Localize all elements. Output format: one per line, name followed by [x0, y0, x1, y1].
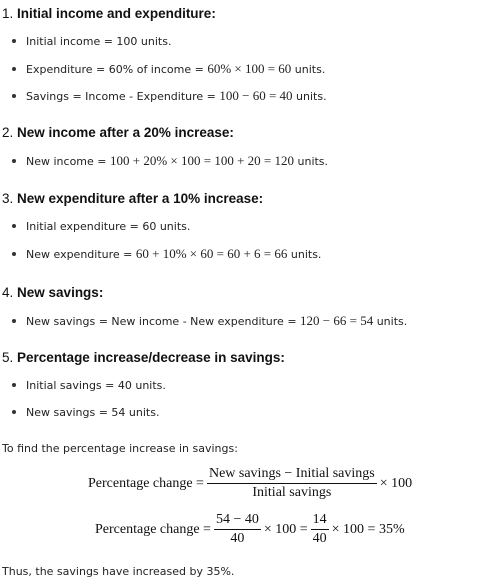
- section-2-heading: [2, 125, 234, 140]
- fraction-numerator: 54 − 40: [214, 512, 261, 530]
- bullet-dot: [12, 224, 16, 228]
- section-number: 3.: [2, 191, 14, 206]
- bullet-text: New savings = New income - New expenditure =: [26, 315, 301, 328]
- list-item: [12, 89, 327, 104]
- section-title: New expenditure after a 10% increase:: [17, 191, 264, 206]
- bullet-dot: [12, 159, 16, 163]
- bullet-dot: [12, 410, 16, 414]
- bullet-suffix: units.: [287, 248, 322, 261]
- section-title: New income after a 20% increase:: [17, 125, 234, 140]
- bullet-dot: [12, 67, 16, 71]
- fraction: [311, 512, 329, 547]
- bullet-math: 100 + 20% × 100 = 100 + 20 = 120: [110, 153, 294, 168]
- bullet-math: 60 + 10% × 60 = 60 + 6 = 66: [135, 246, 288, 261]
- fraction: [214, 512, 261, 547]
- equation-lhs: Percentage change =: [88, 475, 204, 491]
- fraction-numerator: New savings − Initial savings: [207, 466, 377, 484]
- section-5-heading: [2, 350, 285, 365]
- list-item: [12, 406, 159, 420]
- fraction: [207, 466, 377, 501]
- intro-text: To find the percentage increase in savings:: [2, 442, 238, 455]
- bullet-suffix: units.: [294, 155, 329, 168]
- bullet-suffix: units.: [292, 90, 327, 103]
- fraction-denominator: 40: [312, 531, 327, 546]
- bullet-suffix: units.: [373, 315, 408, 328]
- section-3-heading: [2, 191, 263, 206]
- bullet-text: New income =: [26, 155, 110, 168]
- equation-percentage-change-computation: [95, 512, 405, 547]
- bullet-math: 60% × 100 = 60: [207, 61, 292, 76]
- bullet-text: Initial expenditure = 60 units.: [26, 220, 191, 233]
- section-title: New savings:: [17, 285, 104, 300]
- list-item: [12, 379, 166, 393]
- list-item: [12, 314, 407, 329]
- bullet-dot: [12, 383, 16, 387]
- list-item: [12, 154, 328, 169]
- list-item: [12, 62, 325, 77]
- section-title: Percentage increase/decrease in savings:: [17, 350, 285, 365]
- bullet-text: Initial savings = 40 units.: [26, 379, 166, 392]
- bullet-dot: [12, 319, 16, 323]
- section-4-heading: [2, 285, 103, 300]
- equation-lhs: Percentage change =: [95, 521, 211, 537]
- bullet-dot: [12, 252, 16, 256]
- section-number: 4.: [2, 285, 14, 300]
- section-number: 2.: [2, 125, 14, 140]
- list-item: [12, 35, 171, 49]
- equation-rhs: × 100 = 35%: [331, 521, 405, 537]
- equation-rhs: × 100: [379, 475, 413, 491]
- section-number: 1.: [2, 6, 14, 21]
- bullet-text: Savings = Income - Expenditure =: [26, 90, 220, 103]
- bullet-text: Initial income = 100 units.: [26, 35, 172, 48]
- equation-percentage-change-formula: [88, 466, 412, 501]
- list-item: [12, 247, 321, 262]
- list-item: [12, 220, 190, 234]
- fraction-denominator: Initial savings: [252, 485, 332, 500]
- equation-mid: × 100 =: [263, 521, 308, 537]
- bullet-text: Expenditure = 60% of income =: [26, 63, 208, 76]
- bullet-text: New expenditure =: [26, 248, 136, 261]
- bullet-math: 100 − 60 = 40: [219, 88, 293, 103]
- bullet-dot: [12, 39, 16, 43]
- section-title: Initial income and expenditure:: [17, 6, 216, 21]
- section-1-heading: [2, 6, 216, 21]
- conclusion-text: Thus, the savings have increased by 35%.: [2, 565, 235, 578]
- bullet-math: 120 − 66 = 54: [300, 313, 374, 328]
- section-number: 5.: [2, 350, 14, 365]
- fraction-denominator: 40: [230, 531, 245, 546]
- bullet-suffix: units.: [291, 63, 326, 76]
- bullet-text: New savings = 54 units.: [26, 406, 160, 419]
- fraction-numerator: 14: [311, 512, 329, 530]
- bullet-dot: [12, 94, 16, 98]
